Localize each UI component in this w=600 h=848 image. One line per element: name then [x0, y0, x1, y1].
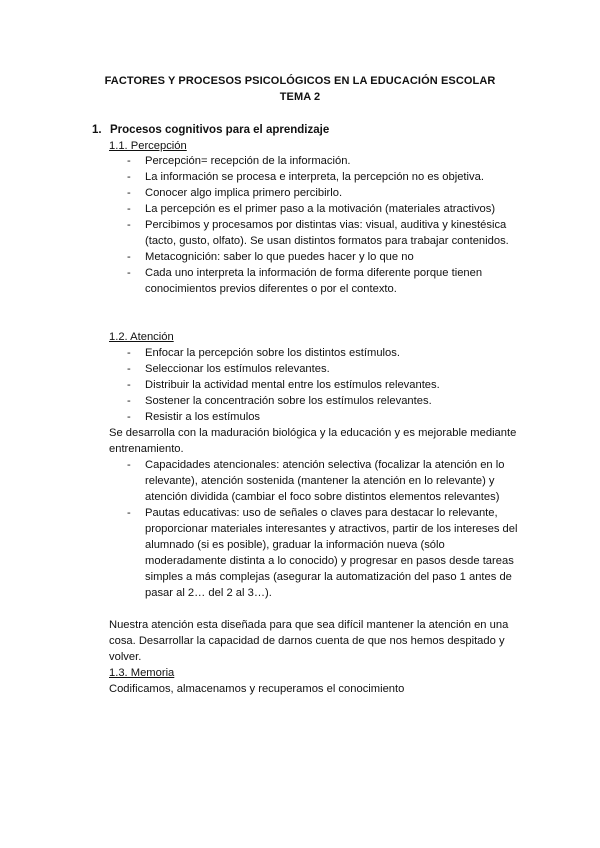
- list-item: - Percibimos y procesamos por distintas vias: visual, auditiva y kinestésica (tacto, gusto, olfato). Se usan distintos formatos para trabajar contenidos.: [127, 217, 527, 249]
- atencion-list-2: [127, 457, 527, 601]
- list-item: - Cada uno interpreta la información de forma diferente porque tienen conocimientos previos diferentes o por el contexto.: [127, 265, 527, 297]
- paragraph: Nuestra atención esta diseñada para que sea difícil mantener la atención en una cosa. Desarrollar la capacidad de darnos cuenta de que nos hemos despitado y volver.: [109, 619, 509, 663]
- section-heading: [92, 122, 329, 138]
- list-item: - Seleccionar los estímulos relevantes.: [127, 361, 527, 377]
- subsection-heading-atencion: 1.2. Atención: [109, 331, 174, 343]
- percepcion-list: [127, 153, 527, 297]
- list-item: - Metacognición: saber lo que puedes hacer y lo que no: [127, 249, 527, 265]
- list-item: - La información se procesa e interpreta, la percepción no es objetiva.: [127, 169, 527, 185]
- section-number: 1.: [92, 124, 102, 136]
- list-item: - Pautas educativas: uso de señales o claves para destacar lo relevante, proporcionar materiales interesantes y atractivos, partir de los intereses del alumnado (si es posible), graduar la información nueva (sólo moderadamente distinta a lo conocido) y progresar en pasos desde tareas simples a más complejas (asegurar la automatización del paso 1 antes de pasar al 2… del 2 al 3…).: [127, 505, 527, 601]
- atencion-list: [127, 345, 527, 425]
- subsection-heading-memoria: 1.3. Memoria: [109, 667, 175, 679]
- section-title: Procesos cognitivos para el aprendizaje: [110, 124, 330, 136]
- paragraph: Se desarrolla con la maduración biológica y la educación y es mejorable mediante entrenamiento.: [109, 427, 517, 455]
- list-item: - La percepción es el primer paso a la motivación (materiales atractivos): [127, 201, 527, 217]
- paragraph: Codificamos, almacenamos y recuperamos el conocimiento: [109, 683, 405, 695]
- list-item: - Enfocar la percepción sobre los distintos estímulos.: [127, 345, 527, 361]
- document-subtitle: TEMA 2: [279, 91, 321, 103]
- list-item: - Percepción= recepción de la información.: [127, 153, 527, 169]
- subsection-heading-percepcion: 1.1. Percepción: [109, 140, 187, 152]
- list-item: - Conocer algo implica primero percibirlo.: [127, 185, 527, 201]
- document-title: FACTORES Y PROCESOS PSICOLÓGICOS EN LA EDUCACIÓN ESCOLAR: [104, 75, 496, 87]
- list-item: - Sostener la concentración sobre los estímulos relevantes.: [127, 393, 527, 409]
- list-item: - Distribuir la actividad mental entre los estímulos relevantes.: [127, 377, 527, 393]
- list-item: - Resistir a los estímulos: [127, 409, 527, 425]
- list-item: - Capacidades atencionales: atención selectiva (focalizar la atención en lo relevante), atención sostenida (mantener la atención en lo relevante) y atención dividida (cambiar el foco sobre distintos elementos relevantes): [127, 457, 527, 505]
